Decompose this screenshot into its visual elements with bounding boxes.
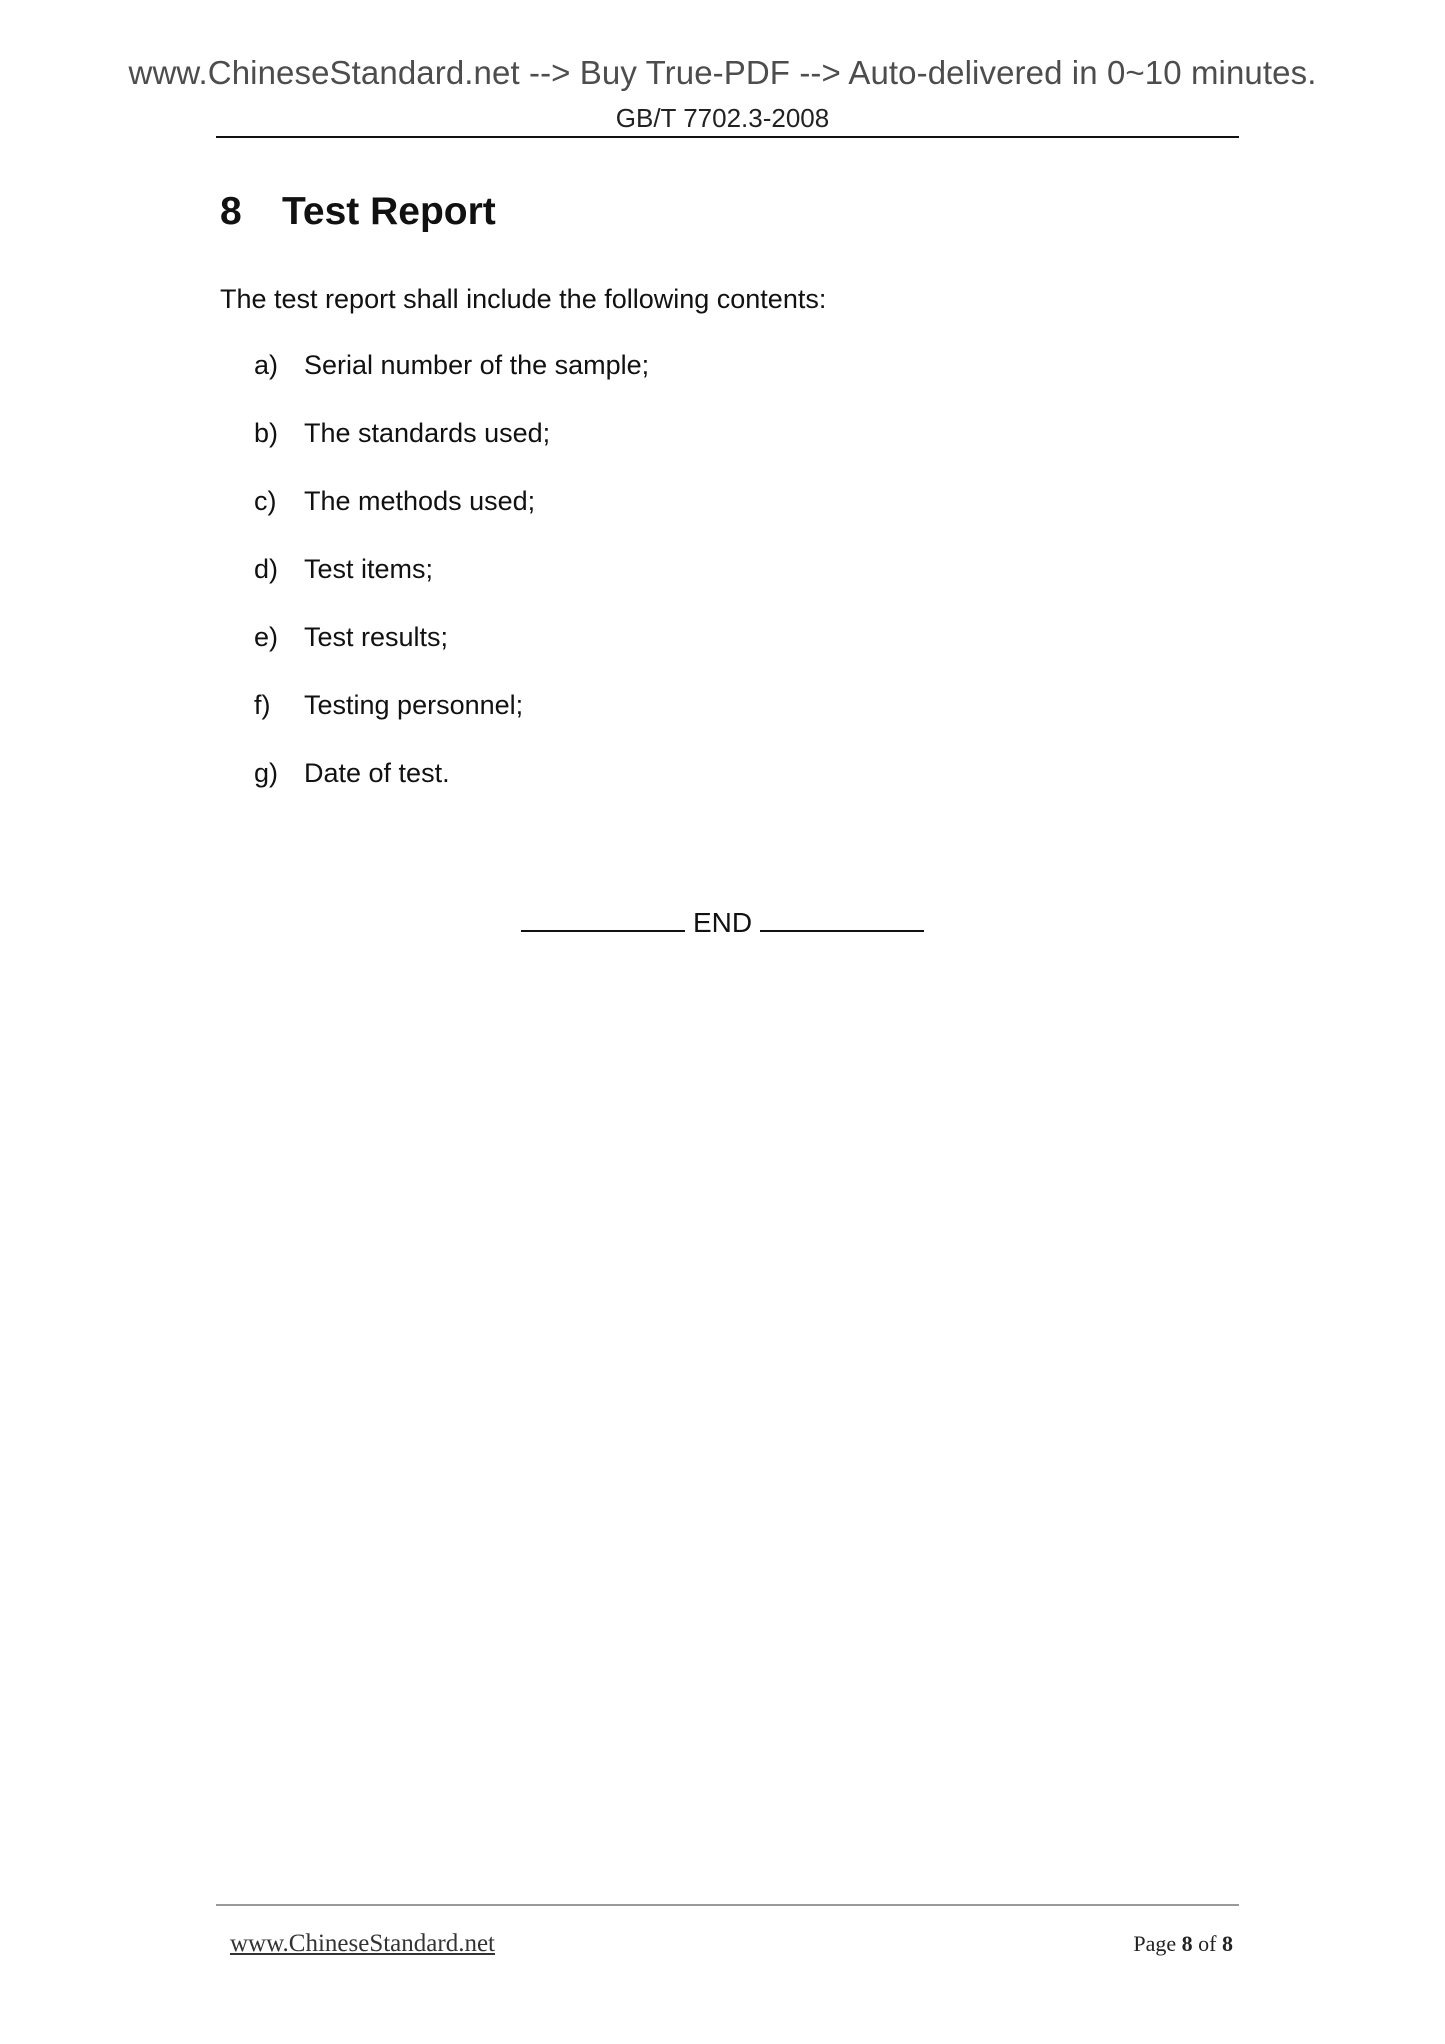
list-marker: f) (254, 690, 271, 720)
end-marker (0, 908, 1445, 937)
list-marker: c) (254, 486, 277, 516)
list-item (254, 420, 649, 488)
page-total: 8 (1222, 1931, 1233, 1956)
footer-site-link[interactable]: www.ChineseStandard.net (230, 1930, 495, 1957)
list-item (254, 352, 649, 420)
site-banner: www.ChineseStandard.net --> Buy True-PDF --> Auto-delivered in 0~10 minutes. (128, 54, 1317, 91)
header-divider (216, 136, 1239, 138)
end-rule-left (521, 908, 685, 932)
section-title: Test Report (282, 190, 496, 233)
report-contents-list (254, 352, 649, 828)
list-item (254, 760, 649, 828)
list-item-text: The methods used; (304, 486, 536, 516)
list-marker: b) (254, 418, 279, 448)
end-rule-right (760, 908, 924, 932)
page-indicator (1133, 1933, 1233, 1955)
list-marker: e) (254, 622, 279, 652)
list-item (254, 624, 649, 692)
footer-divider (216, 1904, 1239, 1906)
list-item-text: Test items; (304, 554, 434, 584)
list-item-text: Serial number of the sample; (304, 350, 650, 380)
list-item-text: Testing personnel; (304, 690, 524, 720)
document-code: GB/T 7702.3-2008 (615, 103, 830, 133)
list-marker: a) (254, 350, 279, 380)
list-item-text: The standards used; (304, 418, 551, 448)
section-heading (220, 192, 496, 231)
list-marker: d) (254, 554, 279, 584)
page-prefix: Page (1133, 1931, 1177, 1956)
list-item-text: Date of test. (304, 758, 450, 788)
list-item (254, 556, 649, 624)
page-current: 8 (1181, 1931, 1193, 1956)
section-number: 8 (220, 190, 242, 233)
list-item (254, 488, 649, 556)
list-item-text: Test results; (304, 622, 449, 652)
end-label: END (692, 907, 753, 938)
intro-paragraph: The test report shall include the following contents: (220, 284, 827, 314)
page-of: of (1198, 1931, 1217, 1956)
list-marker: g) (254, 758, 279, 788)
list-item (254, 692, 649, 760)
